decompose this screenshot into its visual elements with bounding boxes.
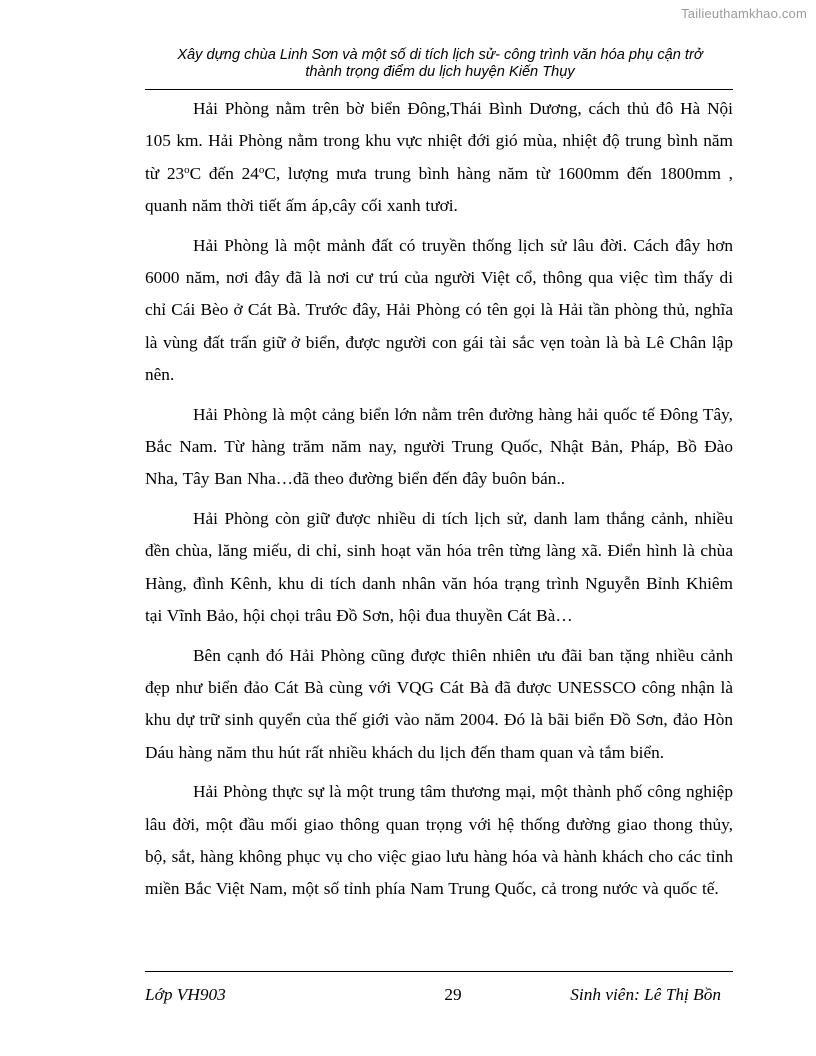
header-line-2: thành trọng điểm du lịch huyện Kiến Thụy: [305, 64, 575, 80]
page-body: [145, 93, 733, 913]
footer-divider: [145, 971, 733, 972]
paragraph-1-text-c: C, lượng mưa trung bình hàng năm từ 1600mm đến 1800mm , quanh năm thời tiết ấm áp,cây cối xanh tươi.: [145, 163, 733, 215]
paragraph-2: Hải Phòng là một mảnh đất có truyền thống lịch sử lâu đời. Cách đây hơn 6000 năm, nơi đây đã là nơi cư trú của người Việt cổ, thông qua việc tìm thấy di chỉ Cái Bèo ở Cát Bà. Trước đây, Hải Phòng có tên gọi là Hải tần phòng thủ, nghĩa là vùng đất trấn giữ ở biển, được người con gái tài sắc vẹn toàn là bà Lê Chân lập nên.: [145, 235, 733, 384]
page-number: 29: [444, 985, 462, 1004]
header-line-1: Xây dựng chùa Linh Sơn và một số di tích lịch sử- công trình văn hóa phụ cận trở: [177, 47, 703, 63]
header-divider: [145, 89, 733, 90]
paragraph-3: Hải Phòng là một cảng biển lớn nằm trên đường hàng hải quốc tế Đông Tây, Bắc Nam. Từ hàng trăm năm nay, người Trung Quốc, Nhật Bản, Pháp, Bồ Đào Nha, Tây Ban Nha…đã theo đường biển đến đây buôn bán..: [145, 404, 733, 489]
paragraph-4: Hải Phòng còn giữ được nhiều di tích lịch sử, danh lam thắng cảnh, nhiều đền chùa, lăng miếu, di chỉ, sinh hoạt văn hóa trên từng làng xã. Điển hình là chùa Hàng, đình Kênh, khu di tích danh nhân văn hóa trạng trình Nguyễn Bỉnh Khiêm tại Vĩnh Bảo, hội chọi trâu Đồ Sơn, hội đua thuyền Cát Bà…: [145, 509, 733, 625]
paragraph-1-text-b: C đến 24: [189, 163, 259, 183]
degree-superscript: o: [258, 163, 265, 176]
paragraph-1-text-a: Hải Phòng nằm trên bờ biển Đông,Thái Bình Dương, cách thủ đô Hà Nội 105 km. Hải Phòng nằm trong khu vực nhiệt đới gió mùa, nhiệt độ trung bình năm từ 23: [145, 99, 733, 183]
paragraph-6: Hải Phòng thực sự là một trung tâm thương mại, một thành phố công nghiệp lâu đời, một đầu mối giao thông quan trọng với hệ thống đường giao thong thủy, bộ, sắt, hàng không phục vụ cho việc giao lưu hàng hóa và hành khách cho các tỉnh miền Bắc Việt Nam, một số tỉnh phía Nam Trung Quốc, cả trong nước và quốc tế.: [145, 782, 733, 899]
degree-superscript: o: [184, 163, 190, 176]
watermark: Tailieuthamkhao.com: [681, 6, 807, 21]
paragraph-5: Bên cạnh đó Hải Phòng cũng được thiên nhiên ưu đãi ban tặng nhiều cảnh đẹp như biển đảo Cát Bà cùng với VQG Cát Bà đã được UNESSCO công nhận là khu dự trữ sinh quyển của thế giới vào năm 2004. Đó là bãi biển Đồ Sơn, đảo Hòn Dáu hàng năm thu hút rất nhiều khách du lịch đến tham quan và tắm biển.: [145, 645, 733, 762]
paragraph-1: [145, 93, 733, 222]
footer-class-label: Lớp VH903: [145, 985, 226, 1004]
running-header: [130, 47, 750, 81]
footer-student-label: Sinh viên: Lê Thị Bồn: [570, 985, 721, 1004]
